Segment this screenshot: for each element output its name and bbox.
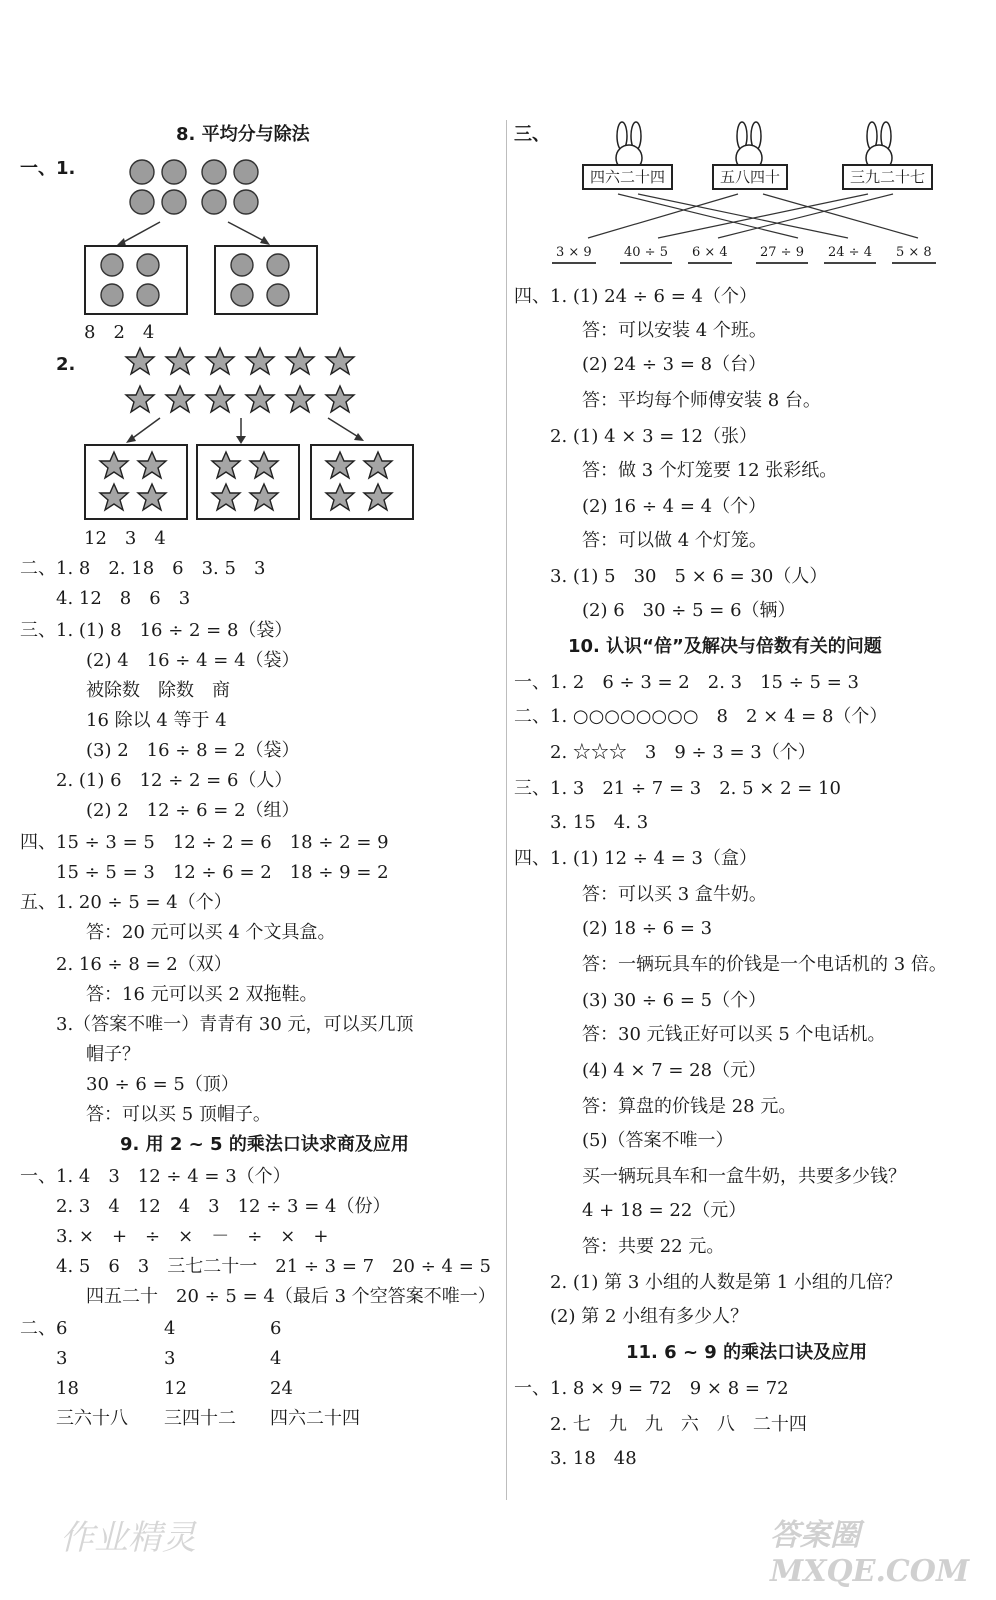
tomato-group bbox=[130, 160, 258, 214]
tomato-box-left bbox=[84, 245, 188, 315]
tomato-box-right bbox=[214, 245, 318, 315]
r-s10-13: 答：算盘的价钱是 28 元。 bbox=[582, 1096, 797, 1117]
r-s10-18: 2. (1) 第 3 小组的人数是第 1 小组的几倍？ bbox=[550, 1272, 902, 1293]
s3-line-2: (2) 4 16 ÷ 4 = 4（袋） bbox=[86, 650, 300, 671]
s9-grid-r4c3: 四六二十四 bbox=[270, 1408, 360, 1429]
s3-line-7: (2) 2 12 ÷ 6 = 2（组） bbox=[86, 800, 300, 821]
section-11-title: 11. 6 ~ 9 的乘法口诀及应用 bbox=[626, 1342, 868, 1363]
s9-line-1: 一、1. 4 3 12 ÷ 4 = 3（个） bbox=[20, 1166, 291, 1187]
s9-grid-r1c3: 6 bbox=[270, 1318, 282, 1339]
q1-answer: 8 2 4 bbox=[84, 322, 155, 343]
r-s10-19: (2) 第 2 小组有多少人？ bbox=[550, 1306, 749, 1327]
r-s10-16: 4 + 18 = 22（元） bbox=[582, 1200, 747, 1221]
s5-line-2: 答：20 元可以买 4 个文具盒。 bbox=[86, 922, 336, 943]
section-10-title: 10. 认识“倍”及解决与倍数有关的问题 bbox=[568, 636, 882, 657]
s3-line-4: 16 除以 4 等于 4 bbox=[86, 710, 227, 731]
s5-line-5: 3.（答案不唯一）青青有 30 元，可以买几顶 bbox=[56, 1014, 414, 1035]
r-s10-10: (3) 30 ÷ 6 = 5（个） bbox=[582, 990, 767, 1011]
s9-line-2: 2. 3 4 12 4 3 12 ÷ 3 = 4（份） bbox=[56, 1196, 391, 1217]
r-s11-3: 3. 18 48 bbox=[550, 1448, 637, 1469]
r-s4-5: 2. (1) 4 × 3 = 12（张） bbox=[550, 426, 757, 447]
r-s4-4: 答：平均每个师傅安装 8 台。 bbox=[582, 390, 821, 411]
r-s4-10: (2) 6 30 ÷ 5 = 6（辆） bbox=[582, 600, 796, 621]
column-divider bbox=[506, 120, 507, 1500]
r-s10-4: 三、1. 3 21 ÷ 7 = 3 2. 5 × 2 = 10 bbox=[514, 778, 841, 799]
s2-line-2: 4. 12 8 6 3 bbox=[56, 588, 191, 609]
r-s11-2: 2. 七 九 九 六 八 二十四 bbox=[550, 1414, 807, 1435]
rabbit-label-1: 四六二十四 bbox=[582, 164, 673, 190]
r-s10-2: 二、1. ○○○○○○○○ 8 2 × 4 = 8（个） bbox=[514, 706, 888, 727]
q2-label: 2. bbox=[56, 354, 76, 375]
r-s10-5: 3. 15 4. 3 bbox=[550, 812, 649, 833]
r-s10-17: 答：共要 22 元。 bbox=[582, 1236, 725, 1257]
s4-line-1: 四、15 ÷ 3 = 5 12 ÷ 2 = 6 18 ÷ 2 = 9 bbox=[20, 832, 389, 853]
star-box-1 bbox=[84, 444, 188, 520]
mushroom-label-1: 3 × 9 bbox=[552, 244, 596, 264]
r-s10-15: 买一辆玩具车和一盒牛奶，共要多少钱？ bbox=[582, 1166, 906, 1187]
r-s10-9: 答：一辆玩具车的价钱是一个电话机的 3 倍。 bbox=[582, 954, 947, 975]
s9-line-4: 4. 5 6 3 三七二十一 21 ÷ 3 = 7 20 ÷ 4 = 5 bbox=[56, 1256, 491, 1277]
r-s11-1: 一、1. 8 × 9 = 72 9 × 8 = 72 bbox=[514, 1378, 789, 1399]
section-9-title: 9. 用 2 ~ 5 的乘法口诀求商及应用 bbox=[120, 1134, 409, 1155]
stamp-watermark: 作业精灵 bbox=[60, 1518, 196, 1558]
r-s10-7: 答：可以买 3 盒牛奶。 bbox=[582, 884, 767, 905]
s9-grid-r4c1: 三六十八 bbox=[56, 1408, 128, 1429]
section-8-title: 8. 平均分与除法 bbox=[176, 124, 310, 145]
s5-line-1: 五、1. 20 ÷ 5 = 4（个） bbox=[20, 892, 232, 913]
r-s4-9: 3. (1) 5 30 5 × 6 = 30（人） bbox=[550, 566, 828, 587]
r-s10-8: (2) 18 ÷ 6 = 3 bbox=[582, 918, 713, 939]
s4-line-2: 15 ÷ 5 = 3 12 ÷ 6 = 2 18 ÷ 9 = 2 bbox=[56, 862, 389, 883]
s2-line-1: 二、1. 8 2. 18 6 3. 5 3 bbox=[20, 558, 266, 579]
r-s10-14: (5)（答案不唯一） bbox=[582, 1130, 734, 1151]
s9-grid-r2c1: 3 bbox=[56, 1348, 68, 1369]
rabbit-label-3: 三九二十七 bbox=[842, 164, 933, 190]
rabbit-label-2: 五八四十 bbox=[712, 164, 788, 190]
r-s4-6: 答：做 3 个灯笼要 12 张彩纸。 bbox=[582, 460, 838, 481]
s9-grid-r1c2: 4 bbox=[164, 1318, 176, 1339]
s5-line-4: 答：16 元可以买 2 双拖鞋。 bbox=[86, 984, 318, 1005]
r-s10-1: 一、1. 2 6 ÷ 3 = 2 2. 3 15 ÷ 5 = 3 bbox=[514, 672, 859, 693]
s3-line-6: 2. (1) 6 12 ÷ 2 = 6（人） bbox=[56, 770, 293, 791]
r-s10-11: 答：30 元钱正好可以买 5 个电话机。 bbox=[582, 1024, 886, 1045]
q2-answer: 12 3 4 bbox=[84, 528, 166, 549]
s5-line-3: 2. 16 ÷ 8 = 2（双） bbox=[56, 954, 232, 975]
s9-grid-r1c1: 二、6 bbox=[20, 1318, 68, 1339]
s9-grid-r3c2: 12 bbox=[164, 1378, 187, 1399]
mushroom-label-5: 24 ÷ 4 bbox=[824, 244, 876, 264]
mushroom-label-3: 6 × 4 bbox=[688, 244, 732, 264]
site-watermark: 答案圈 MXQE.COM bbox=[770, 1518, 970, 1589]
mushroom-label-2: 40 ÷ 5 bbox=[620, 244, 672, 264]
r-s10-3: 2. ☆☆☆ 3 9 ÷ 3 = 3（个） bbox=[550, 742, 816, 763]
r-s10-12: (4) 4 × 7 = 28（元） bbox=[582, 1060, 767, 1081]
mushroom-label-6: 5 × 8 bbox=[892, 244, 936, 264]
mushroom-label-4: 27 ÷ 9 bbox=[756, 244, 808, 264]
s9-line-5: 四五二十 20 ÷ 5 = 4（最后 3 个空答案不唯一） bbox=[86, 1286, 496, 1307]
r-s4-2: 答：可以安装 4 个班。 bbox=[582, 320, 767, 341]
s5-line-8: 答：可以买 5 顶帽子。 bbox=[86, 1104, 271, 1125]
star-figure bbox=[110, 346, 380, 446]
r-s10-6: 四、1. (1) 12 ÷ 4 = 3（盒） bbox=[514, 848, 757, 869]
r-s4-8: 答：可以做 4 个灯笼。 bbox=[582, 530, 767, 551]
s3-line-5: (3) 2 16 ÷ 8 = 2（袋） bbox=[86, 740, 300, 761]
s9-line-3: 3. × + ÷ × － ÷ × + bbox=[56, 1226, 329, 1247]
s9-grid-r2c3: 4 bbox=[270, 1348, 282, 1369]
star-box-2 bbox=[196, 444, 300, 520]
s3-line-3: 被除数 除数 商 bbox=[86, 680, 230, 701]
r-s3-label: 三、 bbox=[514, 124, 550, 145]
s9-grid-r3c1: 18 bbox=[56, 1378, 79, 1399]
s3-line-1: 三、1. (1) 8 16 ÷ 2 = 8（袋） bbox=[20, 620, 293, 641]
s5-line-7: 30 ÷ 6 = 5（顶） bbox=[86, 1074, 239, 1095]
s9-grid-r3c3: 24 bbox=[270, 1378, 293, 1399]
s9-grid-r4c2: 三四十二 bbox=[164, 1408, 236, 1429]
r-s4-7: (2) 16 ÷ 4 = 4（个） bbox=[582, 496, 767, 517]
q1-label: 一、1. bbox=[20, 158, 76, 179]
s5-line-6: 帽子？ bbox=[86, 1044, 140, 1065]
r-s4-1: 四、1. (1) 24 ÷ 6 = 4（个） bbox=[514, 286, 757, 307]
s9-grid-r2c2: 3 bbox=[164, 1348, 176, 1369]
r-s4-3: (2) 24 ÷ 3 = 8（台） bbox=[582, 354, 767, 375]
star-box-3 bbox=[310, 444, 414, 520]
